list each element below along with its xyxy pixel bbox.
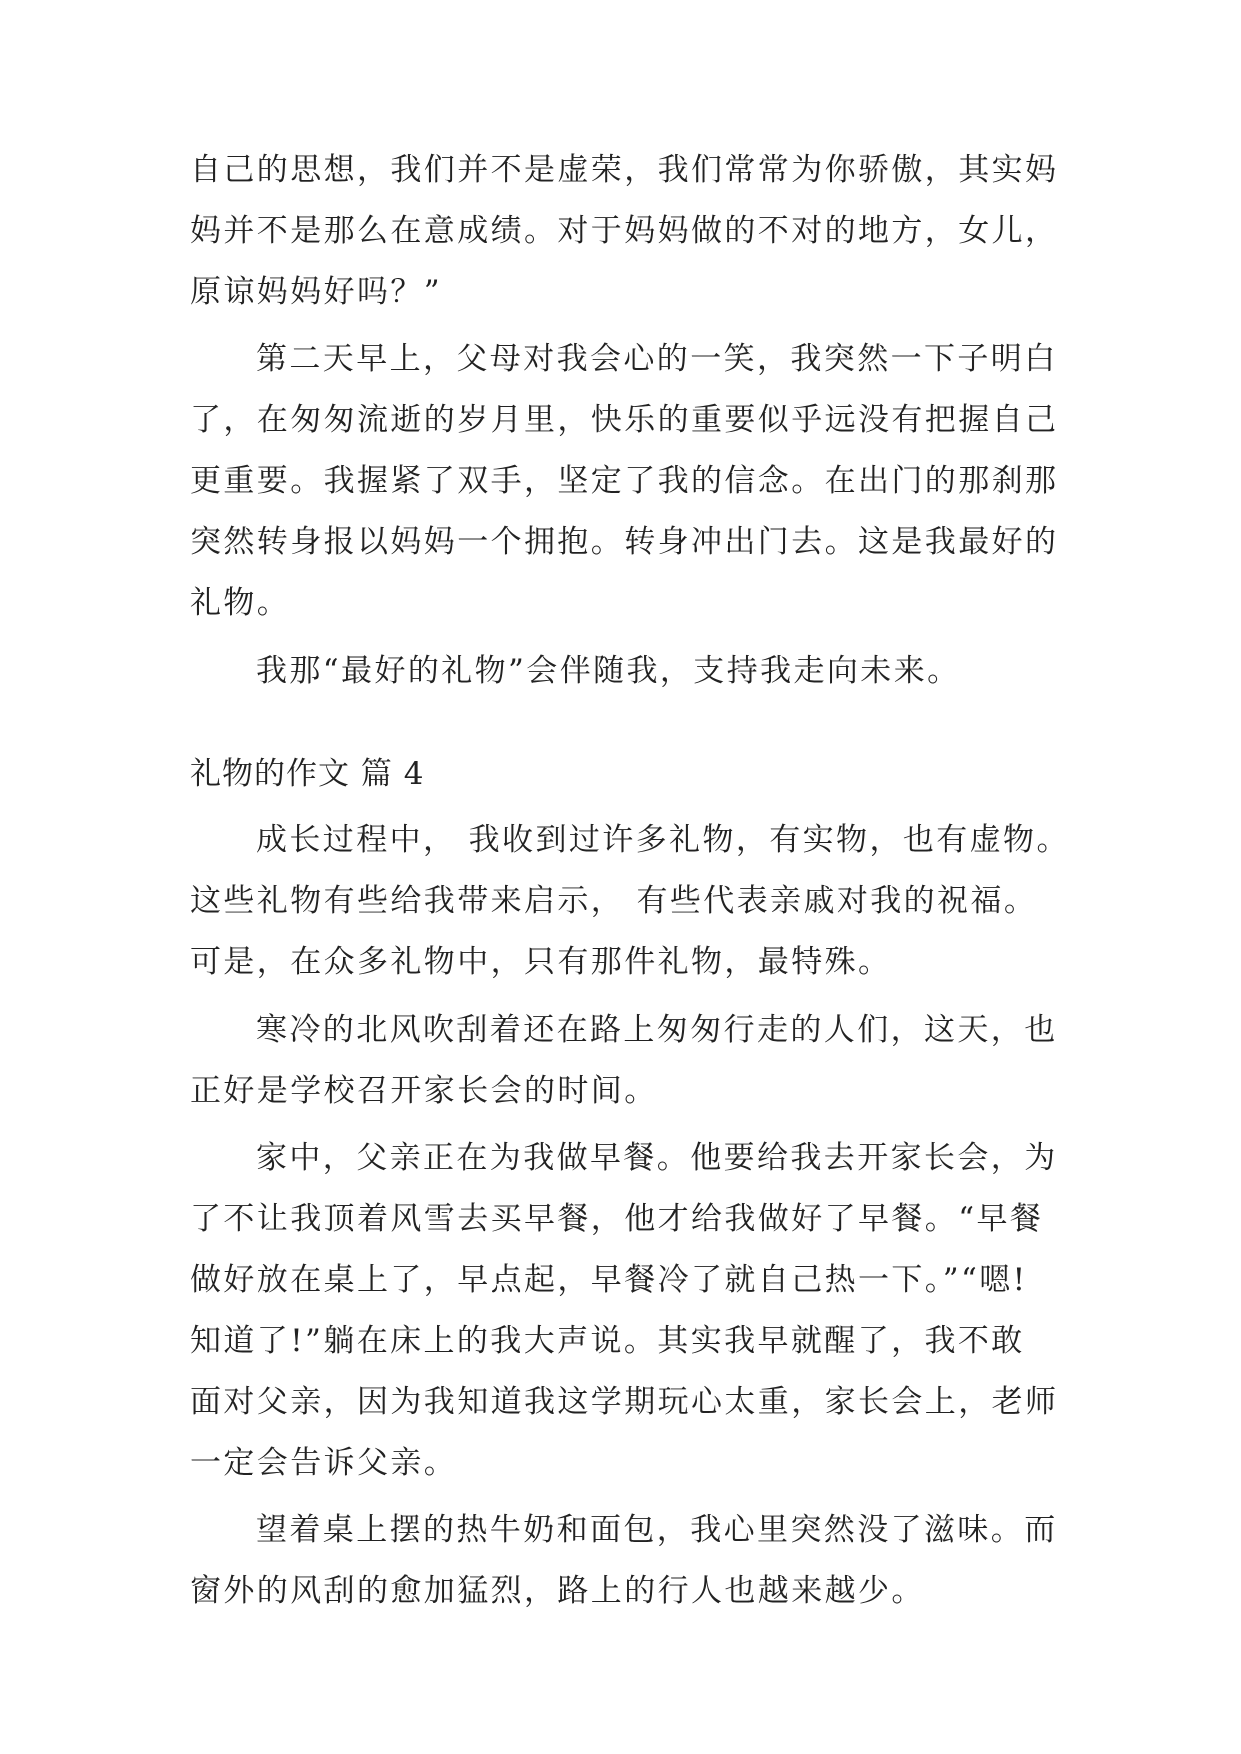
text-line: 了，在匆匆流逝的岁月里，快乐的重要似乎远没有把握自己: [190, 402, 1059, 438]
paragraph-first-line: 望着桌上摆的热牛奶和面包，我心里突然没了滋味。而: [256, 1512, 1058, 1548]
text-line: 妈并不是那么在意成绩。对于妈妈做的不对的地方，女儿，: [190, 213, 1059, 249]
text-line: 原谅妈妈好吗？”: [190, 274, 443, 310]
paragraph-first-line: 我那“最好的礼物”会伴随我，支持我走向未来。: [256, 653, 961, 689]
paragraph-first-line: 寒冷的北风吹刮着还在路上匆匆行走的人们，这天，也: [256, 1012, 1058, 1048]
text-line: 可是，在众多礼物中，只有那件礼物，最特殊。: [190, 944, 892, 980]
text-line: 面对父亲，因为我知道我这学期玩心太重，家长会上，老师: [190, 1384, 1059, 1420]
text-line: 一定会告诉父亲。: [190, 1445, 458, 1481]
paragraph-first-line: 成长过程中， 我收到过许多礼物，有实物，也有虚物。: [256, 822, 1070, 858]
paragraph-first-line: 第二天早上，父母对我会心的一笑，我突然一下子明白: [256, 341, 1058, 377]
section-heading: 礼物的作文 篇 4: [190, 756, 425, 792]
text-line: 突然转身报以妈妈一个拥抱。转身冲出门去。这是我最好的: [190, 524, 1059, 560]
text-line: 礼物。: [190, 585, 291, 621]
text-line: 知道了!”躺在床上的我大声说。其实我早就醒了，我不敢: [190, 1323, 1025, 1359]
text-line: 正好是学校召开家长会的时间。: [190, 1073, 658, 1109]
text-line: 做好放在桌上了，早点起，早餐冷了就自己热一下。”“嗯!: [190, 1262, 1028, 1298]
text-line: 自己的思想，我们并不是虚荣，我们常常为你骄傲，其实妈: [190, 152, 1059, 188]
paragraph-first-line: 家中，父亲正在为我做早餐。他要给我去开家长会，为: [256, 1140, 1058, 1176]
text-line: 窗外的风刮的愈加猛烈，路上的行人也越来越少。: [190, 1573, 925, 1609]
text-line: 了不让我顶着风雪去买早餐，他才给我做好了早餐。“早餐: [190, 1201, 1044, 1237]
text-line: 更重要。我握紧了双手，坚定了我的信念。在出门的那刹那: [190, 463, 1059, 499]
text-line: 这些礼物有些给我带来启示， 有些代表亲戚对我的祝福。: [190, 883, 1038, 919]
